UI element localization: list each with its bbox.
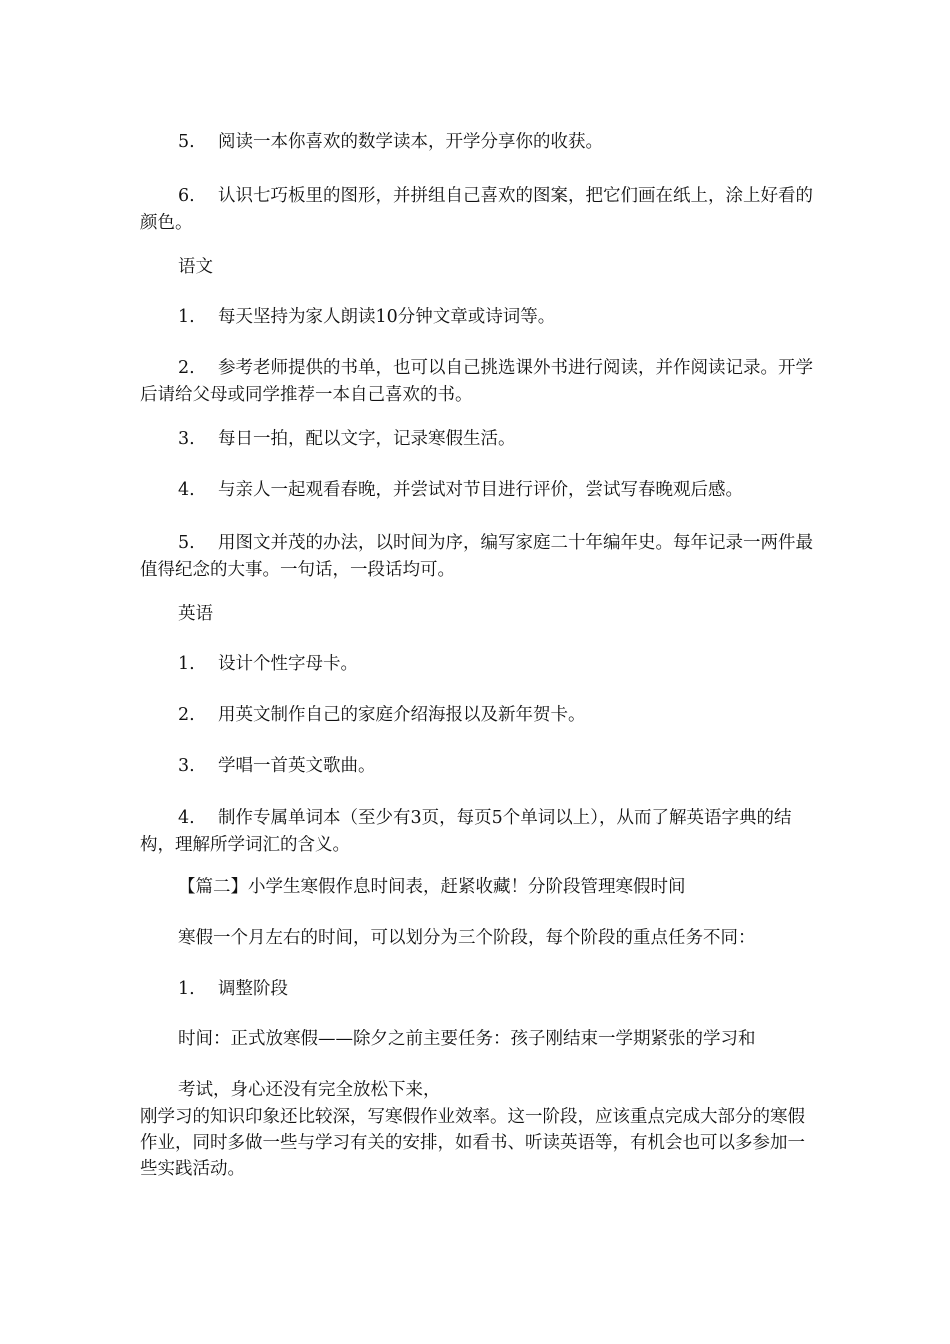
stage1-heading [178, 976, 288, 1003]
part2-intro: 寒假一个月左右的时间，可以划分为三个阶段，每个阶段的重点任务不同： [178, 928, 756, 948]
item-number: 2. [178, 705, 195, 725]
item-text: 制作专属单词本（至少有3页，每页5个单词以上），从而了解英语字典的结构，理解所学词汇的含义。 [140, 808, 792, 855]
section-heading-chinese: 语文 [178, 257, 213, 277]
item-number: 1. [178, 307, 195, 327]
item-number: 4. [178, 808, 195, 828]
section-heading-english: 英语 [178, 604, 213, 624]
chinese-item-5 [140, 530, 820, 584]
item-number: 1. [178, 979, 195, 999]
stage1-exam-line: 考试，身心还没有完全放松下来， [178, 1080, 441, 1100]
item-number: 5. [178, 132, 195, 152]
item-number: 3. [178, 429, 195, 449]
english-item-3 [140, 753, 820, 780]
item-number: 2. [178, 358, 195, 378]
english-item-4 [140, 805, 820, 859]
english-item-2 [140, 702, 820, 729]
chinese-item-4 [140, 477, 820, 504]
item-text: 调整阶段 [218, 979, 288, 999]
chinese-item-3 [140, 426, 820, 453]
item-text: 用英文制作自己的家庭介绍海报以及新年贺卡。 [218, 705, 586, 725]
item-text: 阅读一本你喜欢的数学读本，开学分享你的收获。 [218, 132, 603, 152]
item-text: 用图文并茂的办法，以时间为序，编写家庭二十年编年史。每年记录一两件最值得纪念的大事。一句话，一段话均可。 [140, 533, 813, 580]
chinese-item-2 [140, 355, 820, 409]
stage1-body: 刚学习的知识印象还比较深，写寒假作业效率。这一阶段，应该重点完成大部分的寒假作业，同时多做一些与学习有关的安排，如看书、听读英语等，有机会也可以多参加一些实践活动。 [140, 1107, 805, 1179]
chinese-item-1 [140, 304, 820, 331]
item-text: 设计个性字母卡。 [218, 654, 358, 674]
math-item-6 [140, 183, 820, 237]
item-text: 与亲人一起观看春晚，并尝试对节目进行评价，尝试写春晚观后感。 [218, 480, 743, 500]
item-text: 学唱一首英文歌曲。 [218, 756, 376, 776]
stage1-time-line: 时间：正式放寒假——除夕之前主要任务：孩子刚结束一学期紧张的学习和 [178, 1029, 756, 1049]
item-number: 4. [178, 480, 195, 500]
item-number: 5. [178, 533, 195, 553]
item-text: 认识七巧板里的图形，并拼组自己喜欢的图案，把它们画在纸上，涂上好看的颜色。 [140, 186, 813, 233]
math-item-5 [140, 129, 820, 156]
item-text: 参考老师提供的书单，也可以自己挑选课外书进行阅读，并作阅读记录。开学后请给父母或同学推荐一本自己喜欢的书。 [140, 358, 813, 405]
item-text: 每日一拍，配以文字，记录寒假生活。 [218, 429, 516, 449]
item-number: 1. [178, 654, 195, 674]
item-text: 每天坚持为家人朗读10分钟文章或诗词等。 [218, 307, 556, 327]
item-number: 6. [178, 186, 195, 206]
item-number: 3. [178, 756, 195, 776]
part2-title: 【篇二】小学生寒假作息时间表，赶紧收藏！分阶段管理寒假时间 [178, 877, 686, 897]
english-item-1 [140, 651, 820, 678]
